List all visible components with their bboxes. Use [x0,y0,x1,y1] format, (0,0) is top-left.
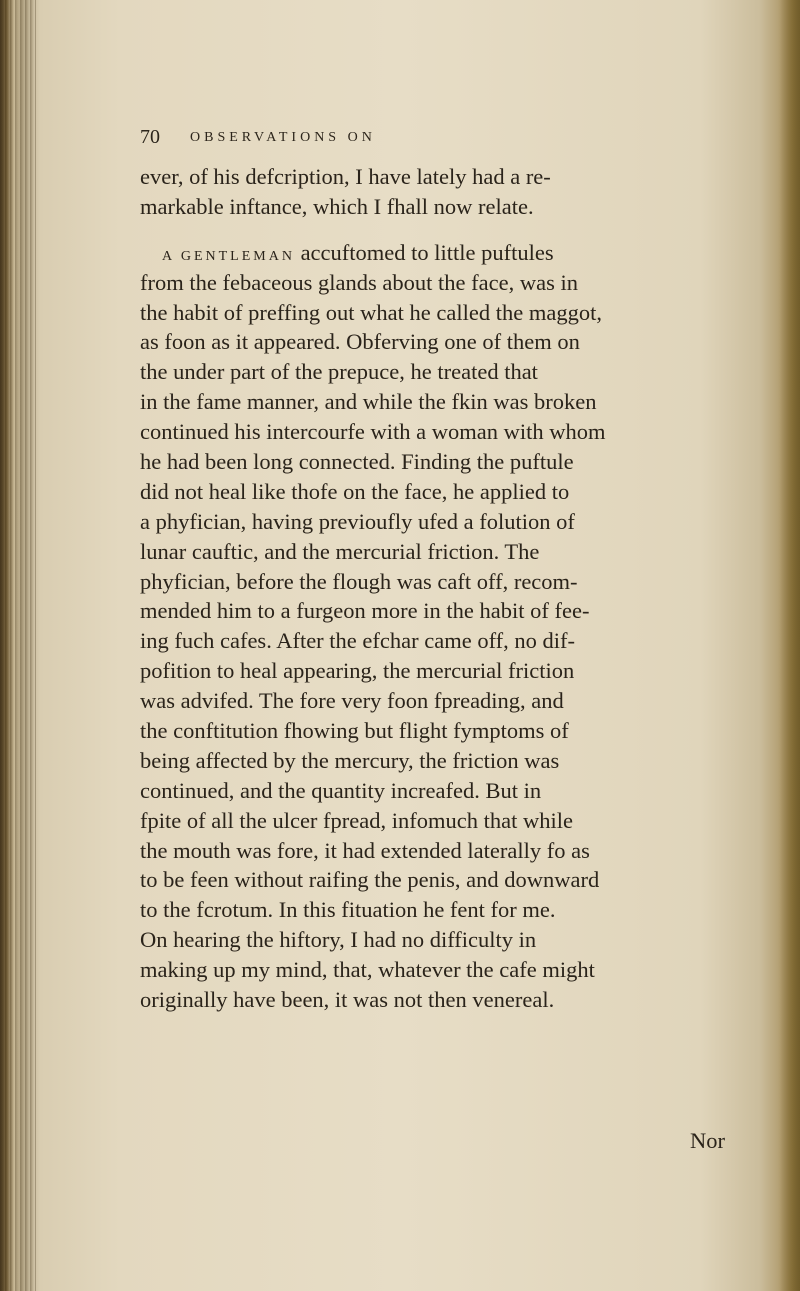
text-line: originally have been, it was not then venereal. [140,987,555,1013]
paragraph-opening-line [140,238,760,268]
text-line: phyfician, before the flough was caft off, recom- [140,568,578,594]
text-line: a phyfician, having previoufly ufed a folution of [140,508,575,534]
catchword: Nor [690,1128,725,1153]
running-head: OBSERVATIONS ON [190,130,376,145]
text-line: ing fuch cafes. After the efchar came off, no dif- [140,628,576,654]
page-edge-shadow [778,0,800,1291]
paragraph-opening-rest: accuftomed to little puftules [300,239,554,265]
text-line: the conftitution fhowing but flight fymptoms of [140,718,569,744]
paragraph-gap [140,222,760,238]
page-number: 70 [140,126,160,148]
body-text [140,162,760,1015]
text-line: from the febaceous glands about the face, was in [140,269,578,295]
text-line: mended him to a furgeon more in the habit of fee- [140,598,590,624]
text-line: making up my mind, that, whatever the cafe might [140,957,595,983]
paragraph-opening-caps: A GENTLEMAN [162,248,295,264]
text-line: the mouth was fore, it had extended laterally fo as [140,837,590,863]
text-line: pofition to heal appearing, the mercurial friction [140,658,575,684]
text-line: continued, and the quantity increafed. But in [140,777,542,803]
text-line: the under part of the prepuce, he treated that [140,359,538,385]
text-line: the habit of preffing out what he called the maggot, [140,299,602,325]
text-line: to be feen without raifing the penis, and downward [140,867,600,893]
text-line: continued his intercourfe with a woman with whom [140,419,606,445]
text-line: did not heal like thofe on the face, he applied to [140,478,570,504]
text-line: ever, of his defcription, I have lately had a re- [140,164,551,189]
text-line: to the fcrotum. In this fituation he fent for me. [140,897,556,923]
book-gutter [0,0,36,1291]
text-line: fpite of all the ulcer fpread, infomuch that while [140,807,573,833]
text-line: On hearing the hiftory, I had no difficulty in [140,927,537,953]
text-line: as foon as it appeared. Obferving one of them on [140,329,580,355]
page-header [140,126,740,156]
text-line: in the fame manner, and while the fkin was broken [140,389,597,415]
text-line: lunar cauftic, and the mercurial friction. The [140,538,540,564]
text-line: being affected by the mercury, the friction was [140,747,560,773]
text-line: markable inftance, which I fhall now relate. [140,193,534,219]
text-line: he had been long connected. Finding the puftule [140,449,574,475]
text-line: was advifed. The fore very foon fpreading, and [140,688,564,714]
